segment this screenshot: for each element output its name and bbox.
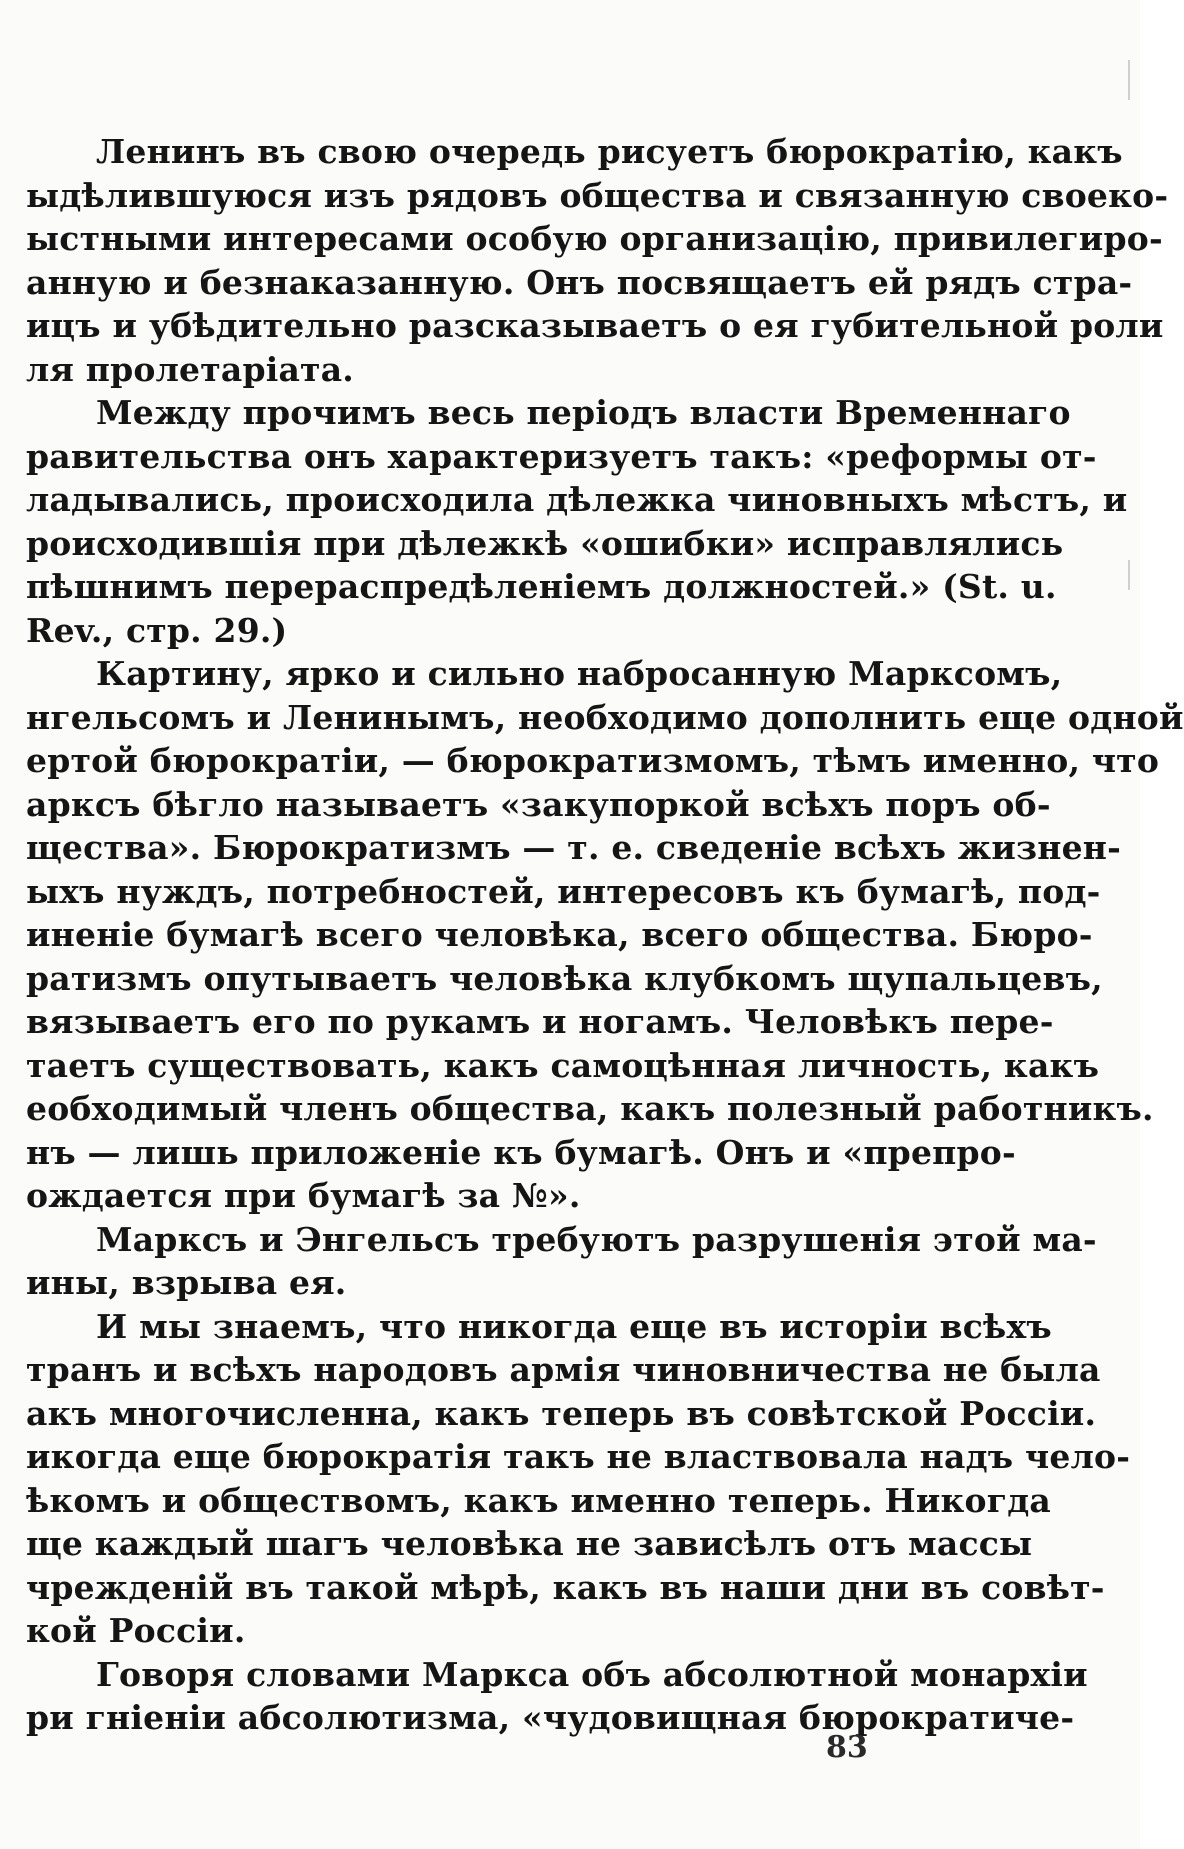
text-line: икогда еще бюрократія такъ не властвовала надъ чело-	[26, 1437, 1131, 1476]
text-line: ля пролетаріата.	[26, 349, 354, 389]
text-line: щества». Бюрократизмъ — т. е. сведеніе всѣхъ жизнен-	[26, 828, 1122, 867]
text-line: равительства онъ характеризуетъ такъ: «реформы от-	[26, 436, 1097, 476]
text-line: еобходимый членъ общества, какъ полезный работникъ.	[26, 1089, 1154, 1128]
text-line: нгельсомъ и Ленинымъ, необходимо дополнить еще одной	[26, 697, 1184, 737]
text-line: ыдѣлившуюся изъ рядовъ общества и связанную своеко-	[26, 175, 1169, 215]
text-line: анную и безнаказанную. Онъ посвящаетъ ей рядъ стра-	[26, 262, 1133, 302]
text-line: чрежденій въ такой мѣрѣ, какъ въ наши дни въ совѣт-	[26, 1567, 1105, 1607]
text-line: кой Россіи.	[26, 1611, 246, 1650]
text-line: Rev., стр. 29.)	[26, 610, 288, 650]
text-line: таетъ существовать, какъ самоцѣнная личность, какъ	[26, 1045, 1100, 1085]
text-line: ри гніеніи абсолютизма, «чудовищная бюрократиче-	[26, 1698, 1075, 1737]
page-edge-mark	[1128, 60, 1130, 100]
page-edge-mark	[1128, 560, 1130, 590]
text-line: пѣшнимъ перераспредѣленіемъ должностей.» (St. u.	[26, 567, 1057, 606]
text-line: Говоря словами Маркса объ абсолютной монархіи	[96, 1654, 1088, 1694]
text-line: нъ — лишь приложеніе къ бумагѣ. Онъ и «препро-	[26, 1132, 1016, 1172]
text-line: ицъ и убѣдительно разсказываетъ о ея губительной роли	[26, 306, 1164, 345]
text-line: акъ многочисленна, какъ теперь въ совѣтской Россіи.	[26, 1393, 1097, 1433]
text-line: иненіе бумагѣ всего человѣка, всего общества. Бюро-	[26, 915, 1093, 954]
text-line: ыстными интересами особую организацію, привилегиро-	[26, 219, 1163, 258]
text-line: ратизмъ опутываетъ человѣка клубкомъ щупальцевъ,	[26, 958, 1103, 998]
text-line: ертой бюрократіи, — бюрократизмомъ, тѣмъ именно, что	[26, 741, 1160, 780]
text-line: ыхъ нуждъ, потребностей, интересовъ къ бумагѣ, под-	[26, 871, 1101, 911]
text-line: арксъ бѣгло называетъ «закупоркой всѣхъ поръ об-	[26, 784, 1051, 824]
page-number: 83	[826, 1730, 868, 1765]
text-line: Между прочимъ весь періодъ власти Временнаго	[96, 393, 1071, 432]
text-line: Марксъ и Энгельсъ требуютъ разрушенія этой ма-	[96, 1219, 1097, 1259]
text-line: транъ и всѣхъ народовъ армія чиновничества не была	[26, 1350, 1101, 1389]
text-line: И мы знаемъ, что никогда еще въ исторіи всѣхъ	[96, 1306, 1052, 1346]
text-line: вязываетъ его по рукамъ и ногамъ. Человѣкъ пере-	[26, 1002, 1054, 1041]
text-line: Картину, ярко и сильно набросанную Марксомъ,	[96, 654, 1063, 693]
text-line: ще каждый шагъ человѣка не зависѣлъ отъ массы	[26, 1524, 1033, 1563]
text-line: ины, взрыва ея.	[26, 1263, 347, 1302]
text-line: ождается при бумагѣ за №».	[26, 1176, 581, 1215]
body-text	[26, 130, 1184, 1740]
text-line: ладывались, происходила дѣлежка чиновныхъ мѣстъ, и	[26, 480, 1128, 519]
text-line: ѣкомъ и обществомъ, какъ именно теперь. Никогда	[26, 1480, 1051, 1520]
text-line: Ленинъ въ свою очередь рисуетъ бюрократію, какъ	[96, 132, 1123, 171]
text-line: роисходившія при дѣлежкѣ «ошибки» исправлялись	[26, 523, 1064, 563]
